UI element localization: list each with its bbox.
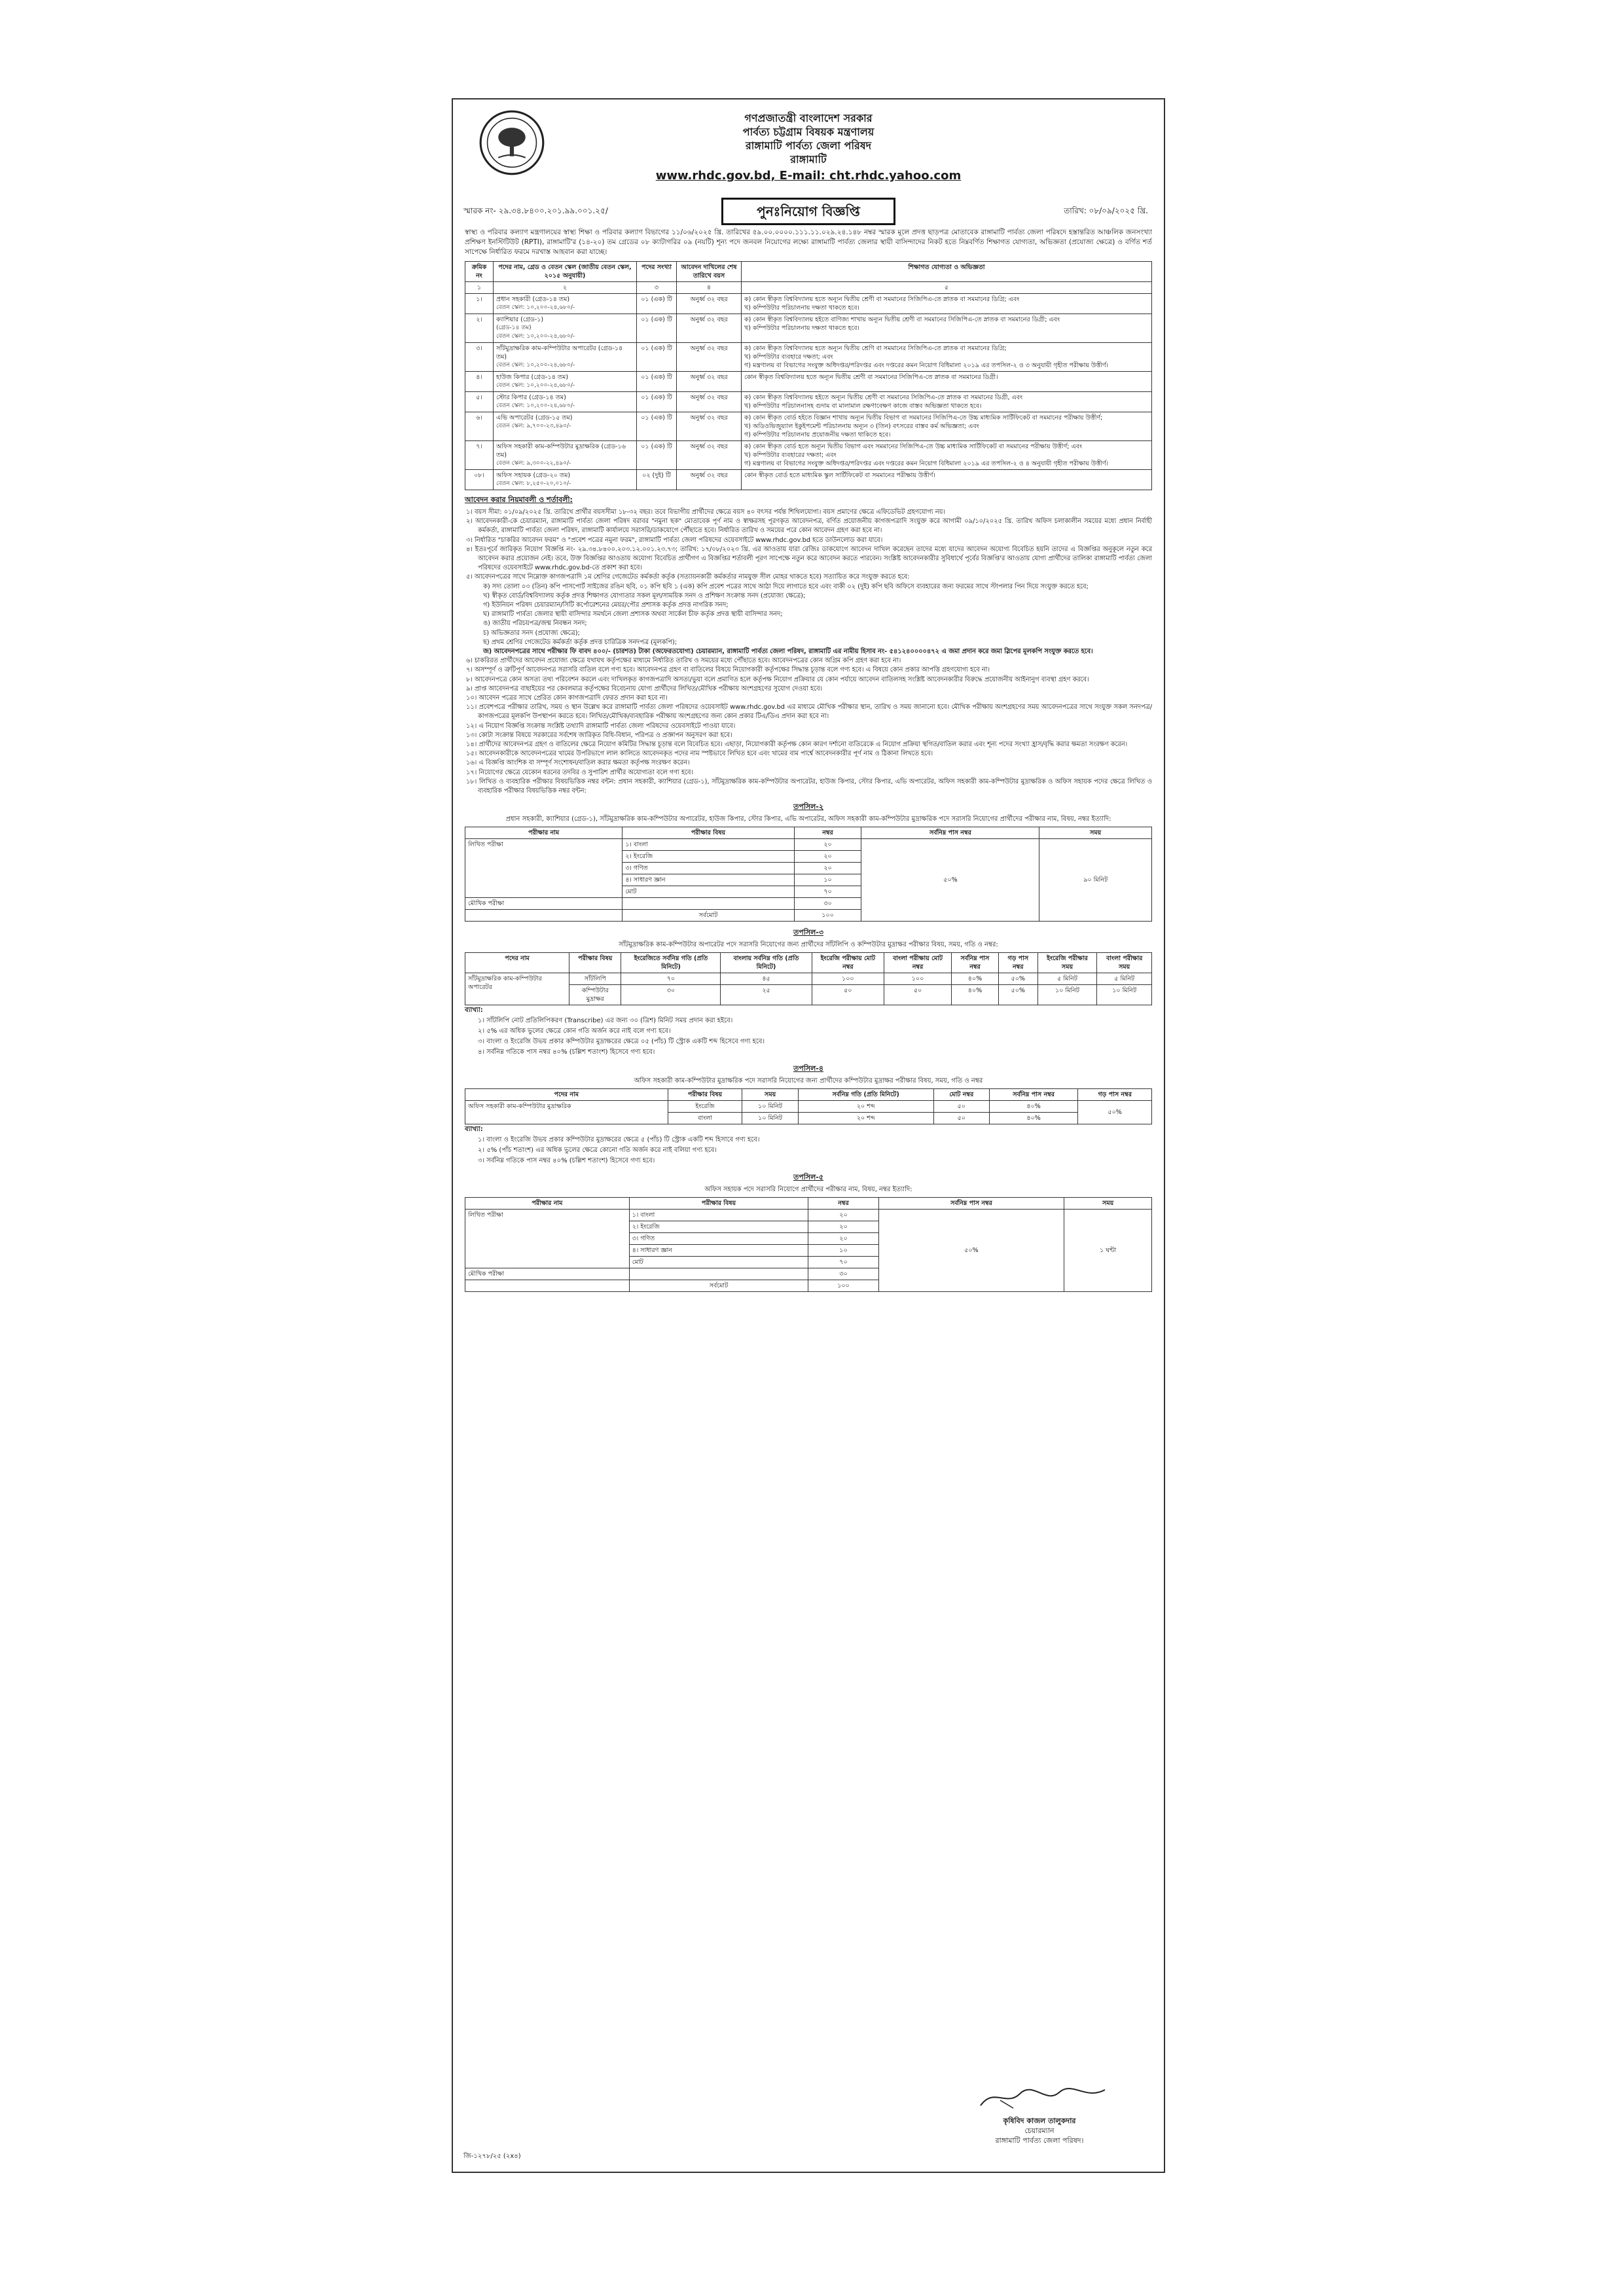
post-age-limit: অনুর্ধ্ব ৩২ বছর — [677, 372, 742, 392]
post-pay-scale: বেতন স্কেল: ১০,২০০-২৪,৬৮০/- — [496, 382, 575, 389]
post-row — [465, 470, 1152, 490]
post-count: ০১ (এক) টি — [637, 294, 677, 314]
qualification-line: খ) অডিওভিজুয়্যাল ইকুইপমেন্ট পরিচালনায় অন্যূন ৩ (তিন) বৎসরের বাস্তব কর্ম অভিজ্ঞতা; এবং — [744, 423, 979, 430]
rule-item: ৩। নির্ধারিত "চাকরির আবেদন ফরম" ও "প্রবেশ পত্রের নমুনা ফরম", রাঙ্গামাটি পার্বত্য জেলা পরিষদের ওয়েবসাইটে www.rhdc.gov.bd হতে ডাউনলোড করা যাবে। — [466, 536, 883, 544]
schedule-2-subtitle: প্রধান সহকারী, ক্যাশিয়ার (গ্রেড-১), সাঁটমুদ্রাক্ষরিক কাম-কম্পিউটার অপারেটর, হাউজ কিপার, স্টোর কিপার, এভি অপারেটর, অফিস সহকারী কাম-কম্পিউটার মুদ্রাক্ষরিক পদে সরাসরি নিয়োগের প্রার্থীদের পরীক্ষার নাম, বিষয়, নম্বর ইত্যাদি: — [505, 816, 1111, 823]
qualification-line: গ) কম্পিউটার পরিচালনায় প্রয়োজনীয় দক্ষতা থাকিতে হবে। — [744, 431, 891, 439]
post-count: ০১ (এক) টি — [637, 412, 677, 441]
post-age-limit: অনুর্ধ্ব ৩২ বছর — [677, 392, 742, 412]
qualification-line: খ) কম্পিউটার ব্যবহারের দক্ষতা; এবং — [744, 452, 837, 459]
cell: ১০ মিনিট — [742, 1113, 798, 1124]
post-age-limit: অনুর্ধ্ব ৩২ বছর — [677, 343, 742, 372]
table-header: মোট নম্বর — [933, 1089, 989, 1101]
schedule-4-notes — [453, 1135, 1164, 1166]
cell: বাংলা — [668, 1113, 742, 1124]
note-item: ২। ৫% (পাঁচ শতাংশ) এর অধিক ভুলের ক্ষেত্রে কোনো গতি অর্জন করে নাই বলিয়া গণ্য হবে। — [478, 1147, 717, 1155]
qualification-line: গ) মন্ত্রণালয় বা বিভাগের সংযুক্ত অধিদপ্তর/পরিদপ্তর এবং দপ্তরের কমন নিয়োগ বিধিমালা ২০১৯ এর তপসিল-২ ও ৩ অনুযায়ী গৃহীত পরীক্ষায় উত্তীর্ণ। — [744, 362, 1108, 369]
post-serial: ১। — [465, 294, 494, 314]
subject: ১। বাংলা — [623, 839, 794, 851]
exam-name: লিখিত পরীক্ষা — [465, 1210, 630, 1268]
schedule-4-table — [465, 1088, 1152, 1124]
table-header: পদের নাম — [465, 1089, 668, 1101]
rule-item: ১৭। নিয়োগের ক্ষেত্রে যেকোন ধরনের তদবির ও সুপারিশ প্রার্থীর অযোগ্যতা বলে গণ্য হবে। — [466, 768, 694, 776]
table-header-row — [465, 827, 1152, 839]
memo-row — [453, 198, 1164, 224]
marks: ৭০ — [808, 1257, 878, 1268]
rule-item: ৫। আবেদনপত্রের সাথে নিম্নোক্ত কাগজপত্রাদি ১ম শ্রেণির গেজেটেড কর্মকর্তা কর্তৃক (সত্যায়নকারী কর্মকর্তার নামযুক্ত সীল মোহর থাকতে হবে) সত্যায়িত করে সংযুক্ত করতে হবে: — [466, 573, 910, 581]
schedule-3-notes — [453, 1016, 1164, 1058]
rule-item: ৮। আবেদনপত্রে কোন অসত্য তথ্য পরিবেশন করলে এবং দাখিলকৃত কাগজপত্রাদি অসত্য/ভুয়া বলে প্রমাণিত হলে কর্তৃপক্ষ নিয়োগ প্রক্রিয়ার যে কোন পর্যায়ে আবেদন বাতিলসহ সংশ্লিষ্ট আবেদনকারীর বিরুদ্ধে প্রয়োজনীয় আইনানুগ ব্যবস্থা গ্রহণ করবে। — [466, 675, 1089, 683]
rule-sub-item: খ) স্বীকৃত বোর্ড/বিশ্ববিদ্যালয় কর্তৃক প্রদত্ত শিক্ষাগত যোগ্যতার সকল মূল/সাময়িক সনদ ও প্রশিক্ষণ সংক্রান্ত সনদ (প্রযোজ্য ক্ষেত্রে); — [483, 592, 806, 600]
post-age-limit: অনুর্ধ্ব ৩২ বছর — [677, 470, 742, 490]
rule-item: ১০। আবেদন পত্রের সাথে প্রেরিত কোন কাগজপত্রাদি ফেরত প্রদান করা হবে না। — [466, 694, 668, 702]
notice-title: পুনঃনিয়োগ বিজ্ঞপ্তি — [721, 198, 895, 225]
col-age: আবেদন দাখিলের শেষ তারিখে বয়স — [677, 262, 742, 282]
rule-item: ১৮। লিখিত ও ব্যবহারিক পরীক্ষার বিষয়ভিত্তিক নম্বর বন্টন: প্রধান সহকারী, ক্যাশিয়ার (গ্রেড-১), সাঁটমুদ্রাক্ষরিক কাম-কম্পিউটার অপারেটর, হাউজ কিপার, স্টোর কিপার, এভি অপারেটর, অফিস সহকারী কাম-কম্পিউটার মুদ্রাক্ষরিক ও অফিস সহায়ক পদের ক্ষেত্রে লিখিত ও ব্যবহারিক পরীক্ষার বিষয়ভিত্তিক নম্বর বন্টন: — [466, 778, 1152, 795]
post-row — [465, 392, 1152, 412]
rule-item: ৭। অসম্পূর্ণ ও ত্রুটিপূর্ণ আবেদনপত্র সরাসরি বাতিল বলে গণ্য হবে। আবেদনপত্র গ্রহণ বা বাতিলের বিষয়ে নিয়োগকারী কর্তৃপক্ষের সিদ্ধান্ত চূড়ান্ত বলে গণ্য হবে। এ বিষয়ে কোন প্রকার আপত্তি গ্রহণযোগ্য হবে না। — [466, 666, 990, 674]
rule-item: ১১। প্রবেশপত্রে পরীক্ষার তারিখ, সময় ও স্থান উল্লেখ করে রাঙ্গামাটি পার্বত্য জেলা পরিষদের ওয়েবসাইট www.rhdc.gov.bd এর মাধ্যমে মৌখিক পরীক্ষার স্থান, তারিখ ও সময় জানানো হবে। মৌখিক পরীক্ষায় অংশগ্রহণের সময় আবেদনপত্রের সাথে সংযুক্ত সকল সনদপত্র/কাগজপত্রের মূলকপি উপস্থাপন করতে হবে। লিখিত/মৌখিক/ব্যবহারিক পরীক্ষায় অংশগ্রহণের জন্য কোন প্রকার টিএ/ডিএ প্রদান করা হবে না। — [466, 704, 1152, 721]
schedule-3-caption: তপসিল-৩ — [793, 928, 824, 937]
col-qualification: শিক্ষাগত যোগ্যতা ও অভিজ্ঞতা — [742, 262, 1152, 282]
post-qualification — [742, 314, 1152, 343]
table-header: বাংলা পরীক্ষার সময় — [1097, 953, 1152, 973]
table-header-row — [465, 1089, 1152, 1101]
signatory-office: রাঙ্গামাটি পার্বত্য জেলা পরিষদ। — [995, 2136, 1084, 2145]
header-line-4: রাঙ্গামাটি — [790, 153, 827, 166]
table-header: পরীক্ষার নাম — [465, 1198, 630, 1210]
post-pay-scale: বেতন স্কেল: ১০,২০০-২৪,৬৮০/- — [496, 403, 575, 409]
exam-time: ৯০ মিনিট — [1039, 839, 1152, 922]
post-serial: ৭। — [465, 441, 494, 470]
post-name: অফিস সহকারী কাম-কম্পিউটার মুদ্রাক্ষরিক (গ্রেড-১৬ তম) — [496, 443, 626, 459]
exam-name — [465, 910, 623, 922]
schedule-5-table — [465, 1197, 1152, 1292]
colnum: ৫ — [742, 282, 1152, 294]
rule-item: ১। বয়স সীমা: ০১/০৯/২০২৫ খ্রি. তারিখে প্রার্থীর বয়সসীমা ১৮-৩২ বছর। তবে বিভাগীয় প্রার্থীদের ক্ষেত্রে বয়স ৪০ বৎসর পর্যন্ত শিথিলযোগ্য। বয়স প্রমাণের ক্ষেত্রে এফিডেভিট গ্রহণযোগ্য নয়। — [466, 509, 945, 516]
exam-name — [465, 1280, 630, 1292]
post-count: ০১ (এক) টি — [637, 392, 677, 412]
schedule-4-notes-heading: ব্যাখ্যা: — [465, 1126, 483, 1134]
post-row — [465, 372, 1152, 392]
subject: ৩। গণিত — [629, 1233, 808, 1245]
rules-heading: আবেদন করার নিয়মাবলী ও শর্তাবলী: — [465, 495, 573, 504]
post-row — [465, 294, 1152, 314]
table-header: বাংলা পরীক্ষায় মোট নম্বর — [884, 953, 951, 973]
post-qualification — [742, 372, 1152, 392]
subject — [623, 898, 794, 910]
rule-item: ৬। চাকরিরত প্রার্থীদের আবেদন প্রযোজ্য ক্ষেত্রে যথাযথ কর্তৃপক্ষের মাধ্যমে নির্ধারিত তারিখ ও সময়ের মধ্যে পৌঁছাতে হবে। আবেদনপত্রের কোন অগ্রিম কপি গ্রহণ করা হবে না। — [466, 657, 901, 665]
cell: ১০ মিনিট — [1097, 985, 1152, 1005]
exam-name: লিখিত পরীক্ষা — [465, 839, 623, 898]
post-name-cell — [494, 392, 637, 412]
total-marks: ১০০ — [794, 910, 861, 922]
post-row — [465, 343, 1152, 372]
table-header: সময় — [1039, 827, 1152, 839]
table-header: সর্বনিম্ন পাস নম্বর — [952, 953, 999, 973]
post-qualification — [742, 412, 1152, 441]
total-marks: ১০০ — [808, 1280, 878, 1292]
post-qualification — [742, 441, 1152, 470]
council-emblem-logo — [478, 109, 546, 177]
post-name: অফিস সহায়ক (গ্রেড-২০ তম) — [496, 472, 571, 479]
colnum: ২ — [494, 282, 637, 294]
cell: ৪০% — [952, 973, 999, 985]
table-header: সর্বনিম্ন পাস নম্বর — [861, 827, 1039, 839]
qualification-line: ক) কোন স্বীকৃত বিশ্ববিদ্যালয় হইতে বাণিজ্য শাখায় অন্যূন দ্বিতীয় শ্রেণী বা সমমানের সিজিপিএ-তে স্নাতক বা সমমানের ডিগ্রী; এবং — [744, 316, 1060, 323]
cell: ১০ মিনিট — [1038, 985, 1097, 1005]
marks: ২০ — [794, 863, 861, 874]
rule-sub-item: জ) আবেদনপত্রের সাথে পরীক্ষার ফি বাবদ ৪০০/- (চারশত) টাকা (অফেরতযোগ্য) চেয়ারম্যান, রাঙ্গামাটি পার্বত্য জেলা পরিষদ, রাঙ্গামাটি এর নামীয় হিসাব নং- ৫৪১২৪০০০০৪৭২ এ জমা প্রদান করে জমা স্লিপের মূলকপি সংযুক্ত করতে হবে। — [483, 648, 1093, 656]
cell: ৪০% — [989, 1113, 1077, 1124]
rule-sub-item: ঘ) রাঙ্গামাটি পার্বত্য জেলার স্থায়ী বাসিন্দার সমর্থনে জেলা প্রশাসক অথবা সার্কেল চীফ কর্তৃক প্রদত্ত স্থায়ী বাসিন্দার সনদ; — [483, 611, 783, 619]
table-header: পরীক্ষার বিষয় — [629, 1198, 808, 1210]
schedule-2-table — [465, 827, 1152, 922]
table-row — [465, 839, 1152, 851]
average-pass: ৫০% — [1078, 1101, 1152, 1124]
qualification-line: ক) কোন স্বীকৃত বিশ্ববিদ্যালয় হতে অন্যূন দ্বিতীয় শ্রেণী বা সমমানের সিজিপিএ-তে স্নাতক বা সমমানের ডিগ্রি; এবং — [744, 296, 1020, 303]
post-row — [465, 314, 1152, 343]
post-age-limit: অনুর্ধ্ব ৩২ বছর — [677, 294, 742, 314]
post-pay-scale: বেতন স্কেল: ৯,৭০০-২৩,৪৯০/- — [496, 423, 571, 429]
col-count: পদের সংখ্যা — [637, 262, 677, 282]
rule-item: ২। আবেদনকারী-কে চেয়ারম্যান, রাঙ্গামাটি পার্বত্য জেলা পরিষদ বরাবর "নমুনা ছক" মোতাবেক পূর্ণ নাম ও স্বাক্ষরসহ পূরণকৃত আবেদনপত্র, বর্ণিত প্রয়োজনীয় কাগজপত্রাদি সংযুক্ত করে আগামী ০৯/১০/২০২৫ খ্রি. তারিখ অফিস চলাকালীন সময়ের মধ্যে প্রধান নির্বাহী কর্মকর্তা, রাঙ্গামাটি পার্বত্য জেলা পরিষদ, রাঙ্গামাটি কার্যালয়ে সরাসরি/ডাকযোগে পৌঁছাতে হবে। নির্ধারিত তারিখ ও সময়ের পরে কোন আবেদন গ্রহণ করা হবে না। — [466, 518, 1152, 535]
cell: ইংরেজি — [668, 1101, 742, 1113]
post-qualification — [742, 470, 1152, 490]
rule-item: ১৪। প্রার্থীদের আবেদনপত্র গ্রহণ ও বাতিলের ক্ষেত্রে নিয়োগ কমিটির সিদ্ধান্ত চূড়ান্ত বলে বিবেচিত হবে। এছাড়া, নিয়োগকারী কর্তৃপক্ষ কোন কারণ দর্শানো ব্যতিরেকে এ নিয়োগ প্রক্রিয়া স্থগিত/বাতিল করার এবং শূন্য পদের সংখ্যা হ্রাস/বৃদ্ধি করার ক্ষমতা সংরক্ষণ করেন। — [466, 741, 1128, 749]
post-name: এভি অপারেটর (গ্রেড-১৫ তম) — [496, 414, 573, 422]
marks: ২০ — [808, 1233, 878, 1245]
post-row — [465, 412, 1152, 441]
exam-name: মৌখিক পরীক্ষা — [465, 1268, 630, 1280]
cell: ৩০ — [621, 985, 721, 1005]
post-name: প্রধান সহকারী (গ্রেড-১৪ তম) — [496, 296, 570, 303]
post-name-cell — [494, 372, 637, 392]
qualification-line: ক) কোন স্বীকৃত বোর্ড হতে অন্যূন দ্বিতীয় বিভাগ এবং সমমানের সিজিপিএ-তে উচ্চ মাধ্যমিক সার্টিফিকেট বা সমমানের পরীক্ষায় উত্তীর্ণ; এবং — [744, 443, 1083, 450]
post-age-limit: অনুর্ধ্ব ৩২ বছর — [677, 441, 742, 470]
post-serial: ৪। — [465, 372, 494, 392]
qualification-line: কোন স্বীকৃত বোর্ড হতে মাধ্যমিক স্কুল সার্টিফিকেট বা সমমানের পরীক্ষায় উত্তীর্ণ। — [744, 472, 935, 479]
cell: কম্পিউটার মুদ্রাক্ষর — [569, 985, 621, 1005]
subject: ২। ইংরেজি — [629, 1221, 808, 1233]
schedule-4-caption: তপসিল-৪ — [793, 1064, 824, 1073]
website-email[interactable]: www.rhdc.gov.bd, E-mail: cht.rhdc.yahoo.com — [655, 169, 962, 183]
schedule-4-subtitle: অফিস সহকারী কাম-কম্পিউটার মুদ্রাক্ষরিক পদে সরাসরি নিয়োগের জন্য প্রার্থীদের কম্পিউটার মুদ্রাক্ষর পরীক্ষার বিষয়, সময়, গতি ও নম্বর — [634, 1077, 983, 1085]
col-sl: ক্রমিক নং — [465, 262, 494, 282]
table-header: সময় — [1064, 1198, 1152, 1210]
header-line-2: পার্বত্য চট্টগ্রাম বিষয়ক মন্ত্রণালয় — [742, 126, 875, 138]
table-header: পরীক্ষার বিষয় — [668, 1089, 742, 1101]
note-item: ৪। সর্বনিম্ন গতিকে পাস নম্বর ৪০% (চল্লিশ শতাংশ) হিসেবে গণ্য হবে। — [478, 1049, 655, 1056]
subject: ৪। সাধারণ জ্ঞান — [623, 874, 794, 886]
header-line-1: গণপ্রজাতন্ত্রী বাংলাদেশ সরকার — [744, 112, 873, 124]
total-label: সর্বমোট — [629, 1280, 808, 1292]
exam-name: মৌখিক পরীক্ষা — [465, 898, 623, 910]
subject: ৪। সাধারণ জ্ঞান — [629, 1245, 808, 1257]
schedule-5-subtitle: অফিস সহায়ক পদে সরাসরি নিয়োগে প্রার্থীদের পরীক্ষার নাম, বিষয়, নম্বর ইত্যাদি: — [704, 1186, 912, 1194]
rule-item: ১২। এ নিয়োগ বিজ্ঞপ্তি সংক্রান্ত সংশ্লিষ্ট তথ্যাদি রাঙ্গামাটি পার্বত্য জেলা পরিষদের ওয়েবসাইটে পাওয়া যাবে। — [466, 722, 736, 730]
post-name: স্টোর কিপার (গ্রেড-১৪ তম) — [496, 394, 566, 401]
post-qualification — [742, 343, 1152, 372]
table-row — [465, 1210, 1152, 1221]
qualification-line: খ) কম্পিউটার পরিচালনায় দক্ষতা থাকতে হবে। — [744, 325, 859, 332]
marks: ২০ — [794, 851, 861, 863]
rule-sub-item: গ) ইউনিয়ন পরিষদ চেয়ারম্যান/সিটি কর্পোরেশনের মেয়র/পৌর প্রশাসক কর্তৃক প্রদত্ত নাগরিক সনদ; — [483, 601, 729, 609]
cell: ৫০% — [998, 985, 1038, 1005]
pass-marks: ৫০% — [861, 839, 1039, 922]
colnum: ১ — [465, 282, 494, 294]
qualification-line: ক) কোন স্বীকৃত বিশ্ববিদ্যালয় হইতে অন্যূন দ্বিতীয় শ্রেণী বা সমমানের সিজিপিএ-তে স্নাতক বা সমমানের ডিগ্রী, এবং — [744, 394, 1023, 401]
rule-sub-item: ঙ) জাতীয় পরিচয়পত্র/জন্ম নিবন্ধন সনদ; — [483, 620, 587, 628]
post-name: অফিস সহকারী কাম-কম্পিউটার মুদ্রাক্ষরিক — [465, 1101, 668, 1124]
table-header: নম্বর — [794, 827, 861, 839]
qualification-line: গ) মন্ত্রণালয় বা বিভাগের সংযুক্ত অধিদপ্তর/পরিদপ্তর এবং দপ্তরের কমন নিয়োগ বিধিমালা ২০১৯ এর তপসিল-২ ও ৪ অনুযায়ী গৃহীত পরীক্ষায় উত্তীর্ণ। — [744, 460, 1108, 467]
cell: ১০ মিনিট — [742, 1101, 798, 1113]
rule-sub-item: চ) অভিজ্ঞতার সনদ (প্রযোজ্য ক্ষেত্রে); — [483, 629, 580, 637]
post-name-cell — [494, 470, 637, 490]
posts-table-body — [465, 294, 1152, 490]
signatory-name: কৃষিবিদ কাজল তালুকদার — [1003, 2117, 1076, 2125]
cell: ৫০ — [933, 1101, 989, 1113]
marks: ১০ — [794, 874, 861, 886]
rule-sub-item: ছ) প্রথম শ্রেণির গেজেটেড কর্মকর্তা কর্তৃক প্রদত্ত চারিত্রিক সনদপত্র (মূলকপি); — [483, 638, 677, 646]
post-name-cell — [494, 294, 637, 314]
table-header: সর্বনিম্ন পাস নম্বর — [878, 1198, 1064, 1210]
notice-date: তারিখ: ০৮/০৯/২০২৫ খ্রি. — [1064, 206, 1148, 215]
cell: সাঁটলিপি — [569, 973, 621, 985]
table-header-row — [465, 953, 1152, 973]
rule-item: ১৬। এ বিজ্ঞপ্তি আংশিক বা সম্পূর্ণ সংশোধন/বাতিল করার ক্ষমতা কর্তৃপক্ষ সংরক্ষণ করেন। — [466, 759, 690, 767]
subject: মোট — [623, 886, 794, 898]
table-header: ইংরেজি পরীক্ষার সময় — [1038, 953, 1097, 973]
marks: ৭০ — [794, 886, 861, 898]
subject: ৩। গণিত — [623, 863, 794, 874]
handwritten-signature — [954, 2081, 1125, 2113]
rule-sub-item: ক) সদ্য তোলা ০৩ (তিন) কপি পাসপোর্ট সাইজের রঙিন ছবি, ০১ কপি ছবি ১ (এক) কপি প্রবেশ পত্রের সাথে আঠা দিয়ে লাগাতে হবে এবং বাকী ০২ (দুই) কপি ছবি অফিসে ব্যবহারের জন্য ফরমের সাথে স্টাপলার পিন দিয়ে সংযুক্ত করতে হবে; — [483, 583, 1089, 590]
header-line-3: রাঙ্গামাটি পার্বত্য জেলা পরিষদ — [745, 139, 872, 152]
subject — [629, 1268, 808, 1280]
qualification-line: কোন স্বীকৃত বিশ্ববিদ্যালয় হতে অন্যূন দ্বিতীয় শ্রেণী বা সমমানের সিজিপিএ-তে স্নাতক বা সমমানের ডিগ্রী। — [744, 374, 998, 381]
cell: ৪০% — [952, 985, 999, 1005]
signatory-designation: চেয়ারম্যান — [1024, 2126, 1055, 2135]
schedule-3-table — [465, 952, 1152, 1005]
table-header: সময় — [742, 1089, 798, 1101]
post-serial: ৫। — [465, 392, 494, 412]
post-pay-scale: বেতন স্কেল: ৯,৩০০-২২,৪৯০/- — [496, 460, 571, 467]
note-item: ১। বাংলা ও ইংরেজি উভয় প্রকার কম্পিউটার মুদ্রাক্ষরের ক্ষেত্রে ৫ (পাঁচ) টি স্ট্রোক একটি শব্দ হিসাবে গণ্য হবে। — [478, 1136, 760, 1144]
cell: ২০ শব্দ — [798, 1113, 933, 1124]
post-serial: ২। — [465, 314, 494, 343]
post-name: সাঁটমুদ্রাক্ষরিক কাম-কম্পিউটার অপারেটর — [465, 973, 569, 1005]
table-header: নম্বর — [808, 1198, 878, 1210]
notice-page — [452, 98, 1165, 2173]
post-serial: ৬। — [465, 412, 494, 441]
post-pay-scale: বেতন স্কেল: ১০,২০০-২৪,৬৮০/- — [496, 304, 575, 311]
cell: ২০ শব্দ — [798, 1101, 933, 1113]
post-name: ক্যাশিয়ার (গ্রেড-১) — [496, 316, 544, 323]
signature-block — [954, 2081, 1125, 2145]
note-item: ১। সাঁটলিপি নোট প্রতিলিপিকরণ (Transcribe) এর জন্য ৩০ (ত্রিশ) মিনিট সময় প্রদান করা হইবে। — [478, 1017, 733, 1025]
cell: ৪৫ — [721, 973, 812, 985]
table-header: পদের নাম — [465, 953, 569, 973]
post-count: ০১ (এক) টি — [637, 441, 677, 470]
post-count: ০১ (এক) টি — [637, 372, 677, 392]
subject: ১। বাংলা — [629, 1210, 808, 1221]
cell: ১০০ — [884, 973, 951, 985]
post-age-limit: অনুর্ধ্ব ৩২ বছর — [677, 314, 742, 343]
schedule-2-caption: তপসিল-২ — [793, 802, 824, 812]
table-header: পরীক্ষার বিষয় — [623, 827, 794, 839]
colnum: ৩ — [637, 282, 677, 294]
rule-item: ৪। ইতঃপূর্বে জারিকৃত নিয়োগ বিজ্ঞপ্তি নং- ২৯.৩৪.৮৪০০.২০৩.১২.০০১.২৩.৭৩; তারিখ: ১৭/০৮/২০২৩ খ্রি. এর আওতায় যারা রেজিঃ ডাকযোগে আবেদন দাখিল করেছেন তাদের মধ্যে যাদের আবেদন অযোগ্য বিবেচিত হয়নি তাদের এ বিজ্ঞপ্তির অনুকূলে নতুন করে আবেদন করার প্রয়োজন নেই। তবে, উক্ত বিজ্ঞপ্তির আওতায় অযোগ্য বিবেচিত প্রার্থীগণ এ বিজ্ঞপ্তির শর্তাবলী পূরণ সাপেক্ষে নতুন করে আবেদন করতে পারবেন। সংশ্লিষ্ট আবেদনকারীর সুবিধার্থে পূর্বের বিজ্ঞপ্তি'র আওতায় যোগ্য প্রার্থীদের তালিকা রাঙ্গামাটি পার্বত্য জেলা পরিষদের ওয়েবসাইটে www.rhdc.gov.bd-তে প্রকাশ করা হবে। — [466, 545, 1152, 572]
post-qualification — [742, 294, 1152, 314]
schedule-3-subtitle: সাঁটমুদ্রাক্ষরিক কাম-কম্পিউটার অপারেটর পদে সরাসরি নিয়োগের জন্য প্রার্থীদের সাঁটলিপি ও কম্পিউটার মুদ্রাক্ষর পরীক্ষার বিষয়, সময়, গতি ও নম্বর: — [619, 941, 998, 949]
col-post: পদের নাম, গ্রেড ও বেতন স্কেল (জাতীয় বেতন স্কেল, ২০১৫ অনুযায়ী) — [494, 262, 637, 282]
table-header: পরীক্ষার বিষয় — [569, 953, 621, 973]
table-header: গড় পাস নম্বর — [1078, 1089, 1152, 1101]
table-row — [465, 973, 1152, 985]
table-header: পরীক্ষার নাম — [465, 827, 623, 839]
cell: ৪০% — [989, 1101, 1077, 1113]
subject: মোট — [629, 1257, 808, 1268]
cell: ৫ মিনিট — [1038, 973, 1097, 985]
post-serial: ০৮। — [465, 470, 494, 490]
total-label: সর্বমোট — [623, 910, 794, 922]
schedule-3-notes-heading: ব্যাখ্যা: — [465, 1007, 483, 1014]
post-name-cell — [494, 314, 637, 343]
table-header: ইংরেজিতে সর্বনিম্ন গতি (প্রতি মিনিটে) — [621, 953, 721, 973]
cell: ১০০ — [812, 973, 884, 985]
table-header: ইংরেজি পরীক্ষায় মোট নম্বর — [812, 953, 884, 973]
pass-marks: ৫০% — [878, 1210, 1064, 1292]
post-name: হাউজ কিপার (গ্রেড-১৪ তম) — [496, 374, 569, 381]
post-pay-scale: (গ্রেড-১৪ তম) বেতন স্কেল: ১০,২০০-২৪,৬৮০/- — [496, 325, 575, 340]
qualification-line: ক) কোন স্বীকৃত বিশ্ববিদ্যালয় হতে অন্যূন দ্বিতীয় শ্রেণি বা সমমানের সিজিপিএ-তে স্নাতক বা সমমানের ডিগ্রি; — [744, 345, 1007, 352]
marks: ২০ — [794, 839, 861, 851]
note-item: ৩। বাংলা ও ইংরেজি উভয় প্রকার কম্পিউটার মুদ্রাক্ষরের ক্ষেত্রে ০৫ (পাঁচ) টি স্ট্রোক একটি শব্দ হিসেবে গণ্য হবে। — [478, 1038, 765, 1046]
post-count: ০১ (এক) টি — [637, 343, 677, 372]
schedule-5-caption: তপসিল-৫ — [793, 1173, 824, 1182]
table-header: সর্বনিম্ন পাস নম্বর — [989, 1089, 1077, 1101]
note-item: ২। ৫% এর অধিক ভুলের ক্ষেত্রে কোন গতি অর্জন করে নাই বলে গণ্য হবে। — [478, 1028, 671, 1035]
post-name-cell — [494, 343, 637, 372]
qualification-line: ক) কোন স্বীকৃত বোর্ড হইতে বিজ্ঞান শাখায় অন্যূন দ্বিতীয় বিভাগ বা সমমানের সিজিপিএ-তে উচ্চ মাধ্যমিক সার্টিফিকেট বা সমমানের পরীক্ষায় উত্তীর্ণ; — [744, 414, 1103, 422]
post-count: ০১ (এক) টি — [637, 314, 677, 343]
qualification-line: খ) কম্পিউটার ব্যবহারে দক্ষতা; এবং — [744, 353, 833, 361]
post-serial: ৩। — [465, 343, 494, 372]
post-pay-scale: বেতন স্কেল: ৮,২৫০-২০,০১০/- — [496, 480, 571, 487]
footer-reference: জি-১২৭৮/২৫ (২x৪) — [463, 2153, 521, 2160]
cell: ৫ মিনিট — [1097, 973, 1152, 985]
colnum: ৪ — [677, 282, 742, 294]
memo-number: স্মারক নং- ২৯.৩৪.৮৪০০.২০১.৯৯.০০১.২৫/ — [463, 206, 608, 215]
marks: ৩০ — [808, 1268, 878, 1280]
posts-table — [465, 261, 1152, 490]
post-name-cell — [494, 412, 637, 441]
cell: ৫০% — [998, 973, 1038, 985]
letterhead — [453, 99, 1164, 198]
post-count: ০২ (দুই) টি — [637, 470, 677, 490]
note-item: ৩। সর্বনিম্ন গতিকে পাস নম্বর ৪০% (চল্লিশ শতাংশ) হিসেবে গণ্য হবে। — [478, 1157, 655, 1165]
intro-paragraph: স্বাস্থ্য ও পরিবার কল্যাণ মন্ত্রণালয়ের স্বাস্থ্য শিক্ষা ও পরিবার কল্যাণ বিভাগের ১১/০৬/২০২৫ খ্রি. তারিখের ৫৯.০০.০০০০.১১১.১১.০২৯.২৪.১৪৮ নম্বর স্মারক মূলে প্রদত্ত ছাড়পত্র মোতাবেক রাঙ্গামাটি পার্বত্য জেলা পরিষদে হস্তান্তরিত আঞ্চলিক জনসংখ্যা প্রশিক্ষণ ইনস্টিটিউট (RPTI), রাঙ্গামাটি'র (১৪-২০) তম গ্রেডের ০৮ ক্যাটাগরির ০৯ (নয়টি) শূন্য পদে জনবল নিয়োগের লক্ষ্যে রাঙ্গামাটি পার্বত্য জেলার স্থায়ী বাসিন্দাদের নিকট হতে নিম্নবর্ণিত শিক্ষাগত যোগ্যতা, অভিজ্ঞতা (প্রযোজ্য ক্ষেত্রে) ও বর্ণিত শর্ত সাপেক্ষে নির্ধারিত ফরমে দরখাস্ত আহবান করা যাচ্ছে। — [465, 228, 1152, 256]
rule-item: ১৫। আবেদনকারীকে আবেদনপত্রের খামের উপরিভাগে লাল কালিতে আবেদনকৃত পদের নাম স্পষ্টভাবে লিখিত হবে এবং খামের বাম পার্শ্বে আবেদনকারীর পূর্ণ নাম ও ঠিকানা লিখতে হবে। — [466, 750, 933, 758]
post-pay-scale: বেতন স্কেল: ১০,২০০-২৪,৬৮০/- — [496, 362, 575, 368]
rule-item: ১৩। কোটা সংক্রান্ত বিষয়ে সরকারের সর্বশেষ জারিকৃত বিধি-বিধান, পরিপত্র ও প্রজ্ঞাপন অনুসরণ করা হবে। — [466, 731, 732, 739]
cell: ২৫ — [721, 985, 812, 1005]
table-header: বাংলায় সর্বনিম্ন গতি (প্রতি মিনিটে) — [721, 953, 812, 973]
marks: ২০ — [808, 1210, 878, 1221]
post-name-cell — [494, 441, 637, 470]
table-header-row — [465, 1198, 1152, 1210]
table-row — [465, 1101, 1152, 1113]
post-name: সাঁটমুদ্রাক্ষরিক কাম-কম্পিউটার অপারেটর (গ্রেড-১৪ তম) — [496, 345, 623, 361]
marks: ১০ — [808, 1245, 878, 1257]
cell: ৫০ — [933, 1113, 989, 1124]
rules-list — [453, 508, 1164, 796]
marks: ২০ — [808, 1221, 878, 1233]
post-row — [465, 441, 1152, 470]
exam-time: ১ ঘন্টা — [1064, 1210, 1152, 1292]
cell: ৫০ — [812, 985, 884, 1005]
table-header: সর্বনিম্ন গতি (প্রতি মিনিটে) — [798, 1089, 933, 1101]
post-qualification — [742, 392, 1152, 412]
cell: ৫০ — [884, 985, 951, 1005]
marks: ৩০ — [794, 898, 861, 910]
qualification-line: খ) কম্পিউটার পরিচালনাসহ গুদাম বা মালামাল রক্ষণাবেক্ষণ কাজে বাস্তব অভিজ্ঞতা থাকতে হবে। — [744, 403, 982, 410]
subject: ২। ইংরেজি — [623, 851, 794, 863]
cell: ৭০ — [621, 973, 721, 985]
rule-item: ৯। প্রাপ্ত আবেদনপত্র বাছাইয়ের পর কেবলমাত্র কর্তৃপক্ষের বিবেচনায় যোগ্য প্রার্থীদের লিখিত/মৌখিক পরীক্ষায় অংশগ্রহণের সুযোগ দেওয়া হবে। — [466, 685, 823, 692]
post-age-limit: অনুর্ধ্ব ৩২ বছর — [677, 412, 742, 441]
table-header: গড় পাস নম্বর — [998, 953, 1038, 973]
qualification-line: খ) কম্পিউটার পরিচালনায় দক্ষতা থাকতে হবে। — [744, 304, 859, 312]
